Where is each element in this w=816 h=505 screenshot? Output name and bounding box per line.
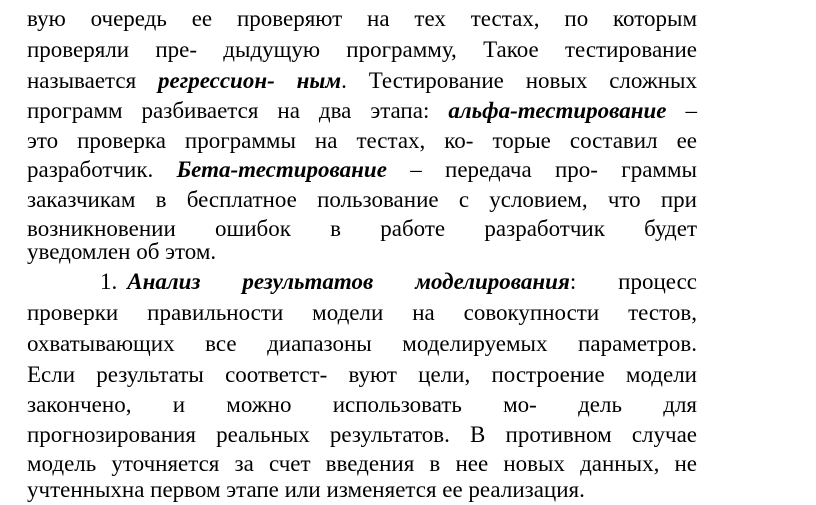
text-run: заказчикам в бесплатное пользование с условием, что при — [27, 187, 697, 212]
text-line-3 — [27, 66, 697, 96]
text-run: – — [666, 98, 697, 123]
text-line-4 — [27, 96, 697, 126]
text-line-13 — [27, 360, 697, 390]
text-line-6 — [27, 155, 697, 185]
text-line-17 — [27, 475, 697, 505]
term-beta-testing: Бета-тестирование — [176, 157, 387, 182]
text-line-9 — [27, 237, 697, 267]
term-analysis-results: Анализ результатов моделирования — [127, 269, 570, 294]
text-line-12 — [27, 329, 697, 359]
text-line-15 — [27, 420, 697, 450]
text-run: модель уточняется за счет введения в нее новых данных, не — [27, 451, 697, 476]
text-line-14 — [27, 390, 697, 420]
text-run: учтенныхна первом этапе или изменяется ее реализация. — [27, 477, 585, 502]
text-line-5 — [27, 126, 697, 156]
text-run: закончено, и можно использовать мо- дель для — [27, 392, 697, 417]
text-run: проверки правильности модели на совокупности тестов, — [27, 300, 697, 325]
text-run: это проверка программы на тестах, ко- торые составил ее — [27, 128, 697, 153]
text-run: уведомлен об этом. — [27, 239, 217, 264]
text-run: – передача про- граммы — [386, 157, 697, 182]
term-alpha-testing: альфа-тестирование — [448, 98, 667, 123]
text-run: разработчик. — [27, 157, 177, 182]
text-run: : процесс — [569, 269, 697, 294]
text-run: прогнозирования реальных результатов. В противном случае — [27, 422, 697, 447]
text-line-10 — [100, 267, 697, 297]
text-line-1 — [27, 4, 697, 34]
term-regression: регрессион- ным — [158, 68, 342, 93]
text-line-11 — [27, 298, 697, 328]
text-line-2 — [27, 35, 697, 65]
text-run: программ разбивается на два этапа: — [27, 98, 449, 123]
text-run: вую очередь ее проверяют на тех тестах, по которым — [27, 6, 697, 31]
text-run: называется — [27, 68, 159, 93]
text-run: проверяли пре- дыдущую программу, Такое тестирование — [27, 37, 697, 62]
list-number: 1. — [100, 269, 118, 294]
text-run: Если результаты соответст- вуют цели, построение модели — [27, 362, 697, 387]
text-run: возникновении ошибок в работе разработчик будет — [27, 216, 697, 241]
text-run: . Тестирование новых сложных — [341, 68, 697, 93]
text-run: охватывающих все диапазоны моделируемых параметров. — [27, 331, 697, 356]
text-line-7 — [27, 185, 697, 215]
